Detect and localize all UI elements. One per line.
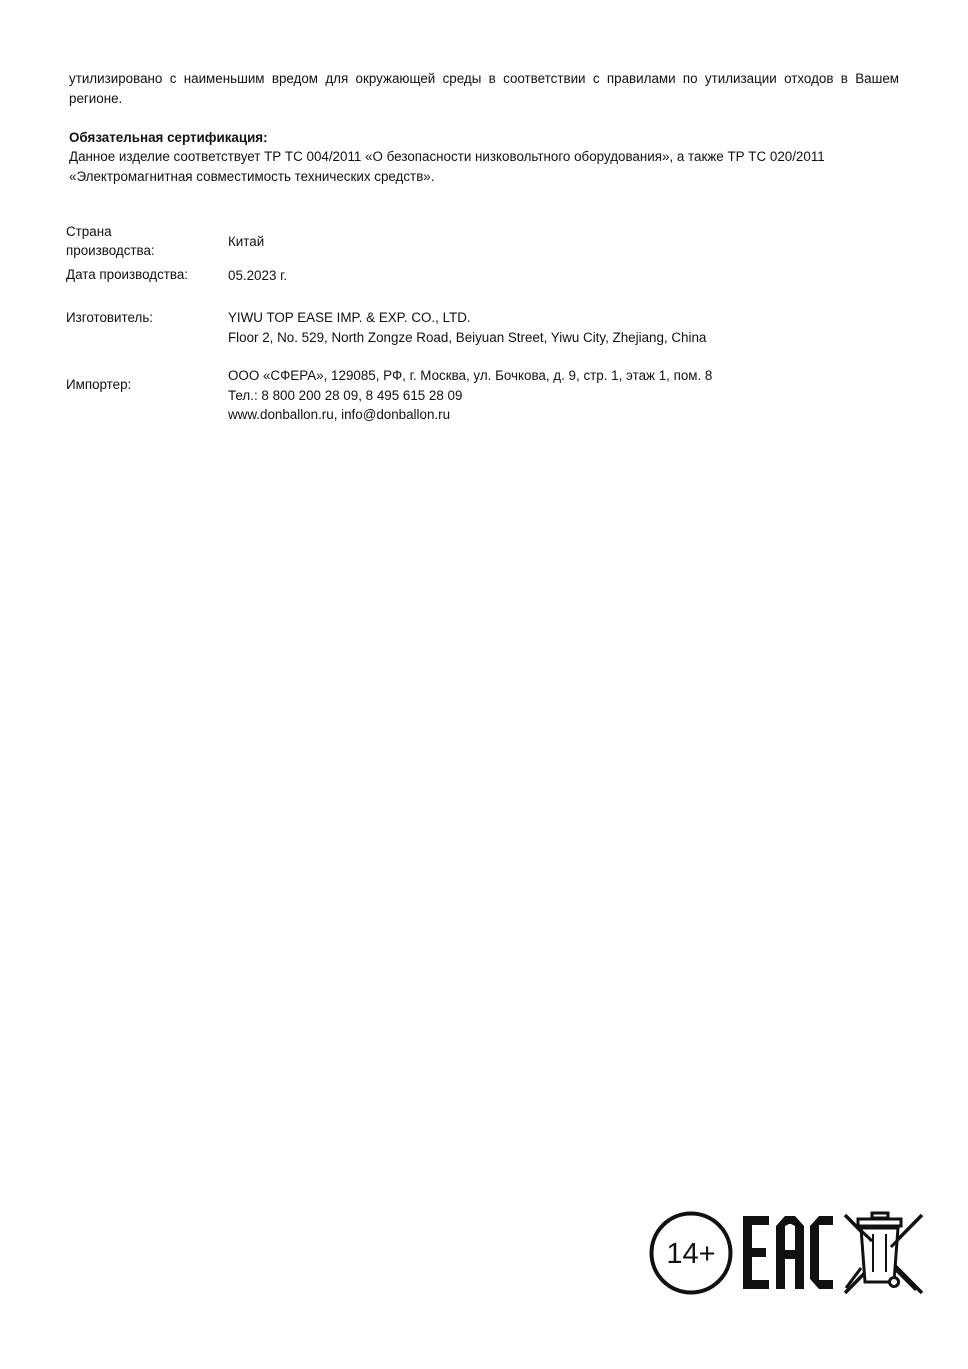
- certification-title: Обязательная сертификация:: [69, 130, 268, 145]
- manufacturer-name: YIWU TOP EASE IMP. & EXP. CO., LTD.: [228, 310, 471, 325]
- importer-web: www.donballon.ru, info@donballon.ru: [228, 407, 451, 422]
- manufacturer-address: Floor 2, No. 529, North Zongze Road, Beiyuan Street, Yiwu City, Zhejiang, China: [228, 330, 707, 345]
- importer-label: Импортер:: [66, 377, 132, 392]
- date-value: 05.2023 г.: [228, 268, 288, 283]
- certification-text: Данное изделие соответствует ТР ТС 004/2011 «О безопасности низковольтного оборудования», а также ТР ТС 020/2011 «Электромагнитная совместимость технических средств».: [69, 149, 825, 184]
- importer-address: ООО «СФЕРА», 129085, РФ, г. Москва, ул. Бочкова, д. 9, стр. 1, этаж 1, пом. 8: [228, 368, 713, 383]
- date-label: Дата производства:: [66, 267, 189, 282]
- eac-icon: [743, 1216, 833, 1289]
- age-14-plus-icon: [652, 1214, 731, 1293]
- certification-marks: [648, 1210, 924, 1300]
- importer-phone: Тел.: 8 800 200 28 09, 8 495 615 28 09: [228, 388, 463, 403]
- crossed-out-bin-icon: [845, 1213, 922, 1293]
- disposal-paragraph: утилизировано с наименьшим вредом для окружающей среды в соответствии с правилами по утилизации отходов в Вашем регионе.: [69, 71, 899, 106]
- manufacturer-label: Изготовитель:: [66, 310, 154, 325]
- country-value: Китай: [228, 234, 265, 249]
- country-label: Страна производства:: [66, 224, 155, 258]
- age-rating-text: 14+: [666, 1238, 716, 1270]
